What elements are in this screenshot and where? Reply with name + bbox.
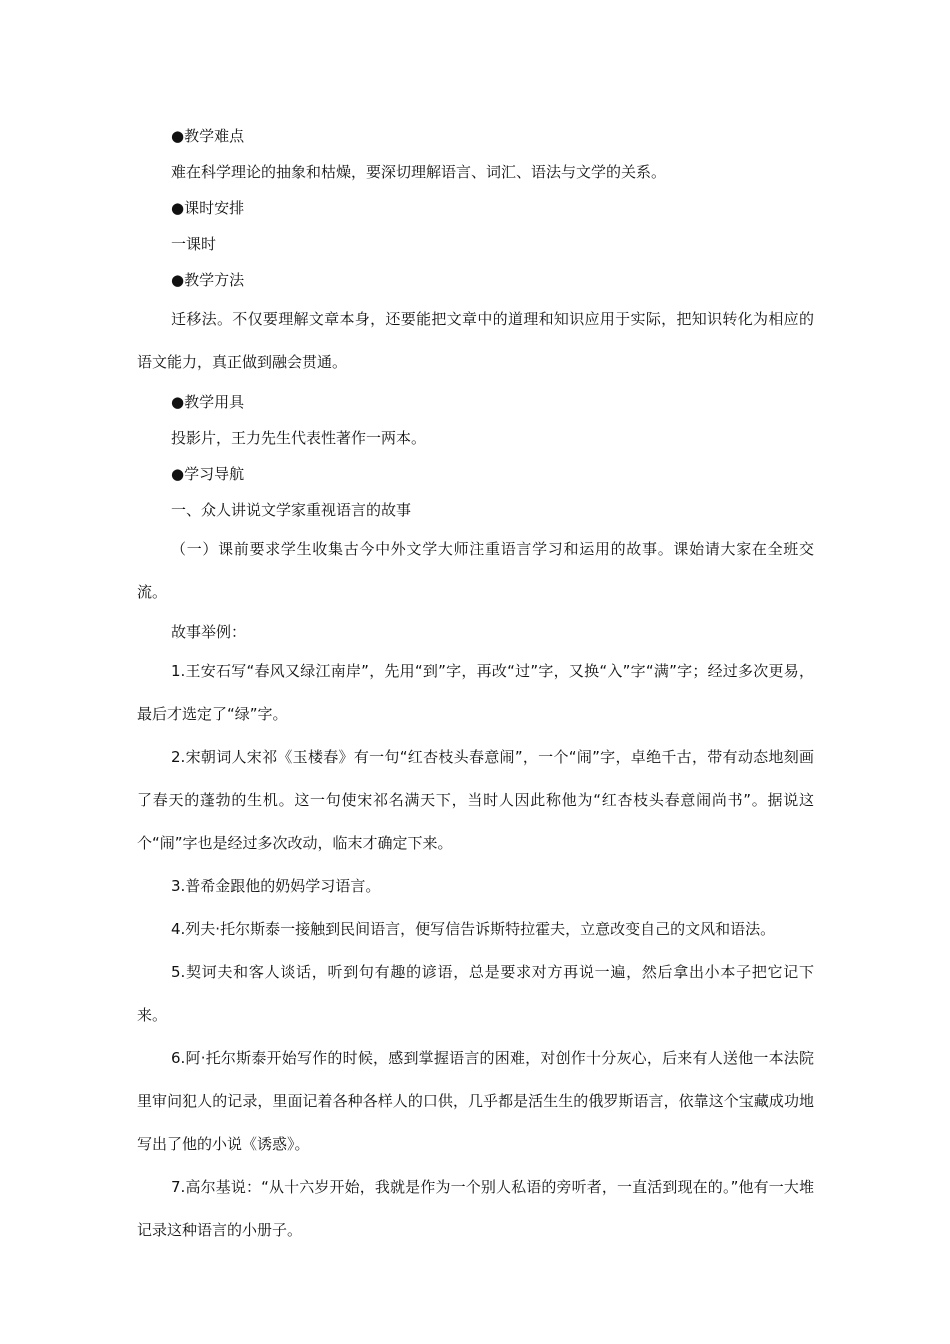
- section-heading-difficulty: ●教学难点: [171, 127, 245, 145]
- story-item-3: 3.普希金跟他的奶妈学习语言。: [171, 877, 381, 895]
- paragraph-tools: 投影片，王力先生代表性著作一两本。: [171, 429, 427, 447]
- story-item-5: 5.契诃夫和客人谈话，听到句有趣的谚语，总是要求对方再说一遍，然后拿出小本子把它记下来。: [137, 963, 814, 1024]
- paragraph-examples-label: 故事举例：: [171, 623, 247, 641]
- section-heading-schedule: ●课时安排: [171, 199, 245, 217]
- paragraph-difficulty: 难在科学理论的抽象和枯燥，要深切理解语言、词汇、语法与文学的关系。: [171, 163, 667, 181]
- section-heading-tools: ●教学用具: [171, 393, 245, 411]
- paragraph-guide-item-1: 一、众人讲说文学家重视语言的故事: [171, 501, 412, 519]
- story-item-2: 2.宋朝词人宋祁《玉楼春》有一句“红杏枝头春意闹”，一个“闹”字，卓绝千古，带有动态地刻画了春天的蓬勃的生机。这一句使宋祁名满天下，当时人因此称他为“红杏枝头春意闹尚书”。据说这个“闹”字也是经过多次改动，临末才确定下来。: [137, 748, 814, 852]
- story-item-4: 4.列夫·托尔斯泰一接触到民间语言，便写信告诉斯特拉霍夫，立意改变自己的文风和语法。: [171, 920, 776, 938]
- section-heading-guide: ●学习导航: [171, 465, 245, 483]
- document-body: [137, 118, 814, 1252]
- story-item-7: 7.高尔基说：“从十六岁开始，我就是作为一个别人私语的旁听者，一直活到现在的。”他有一大堆记录这种语言的小册子。: [137, 1178, 814, 1239]
- story-item-6: 6.阿·托尔斯泰开始写作的时候，感到掌握语言的困难，对创作十分灰心，后来有人送他一本法院里审问犯人的记录，里面记着各种各样人的口供，几乎都是活生生的俄罗斯语言，依靠这个宝藏成功地写出了他的小说《诱惑》。: [137, 1049, 814, 1153]
- section-heading-method: ●教学方法: [171, 271, 245, 289]
- paragraph-guide-subitem-1: （一）课前要求学生收集古今中外文学大师注重语言学习和运用的故事。课始请大家在全班交流。: [137, 540, 814, 601]
- story-item-1: 1.王安石写“春风又绿江南岸”，先用“到”字，再改“过”字，又换“入”字“满”字；经过多次更易，最后才选定了“绿”字。: [137, 662, 814, 723]
- paragraph-method: 迁移法。不仅要理解文章本身，还要能把文章中的道理和知识应用于实际，把知识转化为相应的语文能力，真正做到融会贯通。: [137, 310, 814, 371]
- paragraph-schedule: 一课时: [171, 235, 217, 253]
